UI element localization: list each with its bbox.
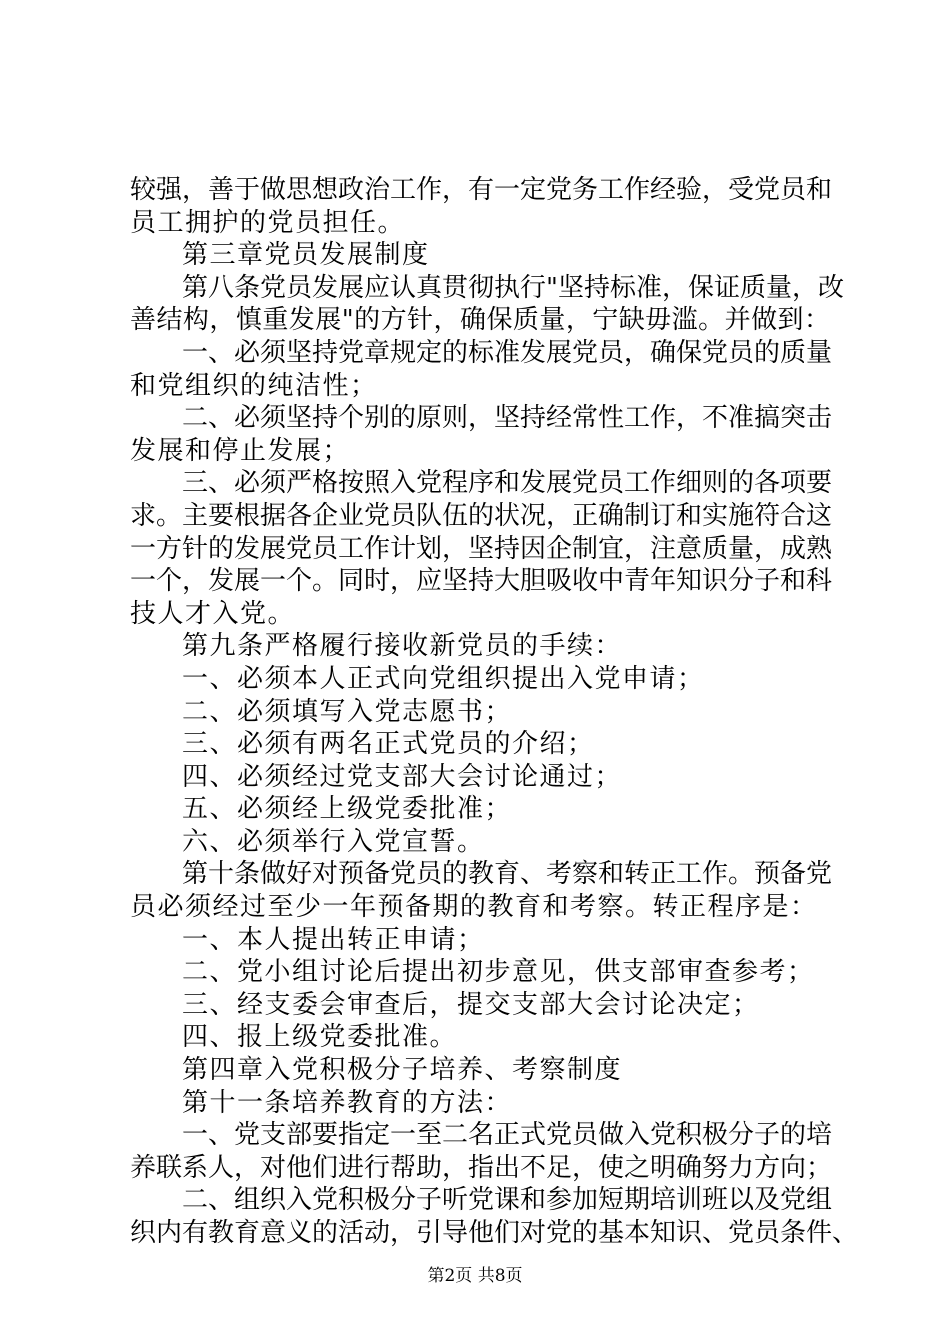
text-line: 二、必须填写入党志愿书；	[182, 696, 513, 727]
text-line: 二、组织入党积极分子听党课和参加短期培训班以及党组	[182, 1185, 833, 1216]
text-line: 一、必须本人正式向党组织提出入党申请；	[182, 663, 705, 694]
text-line: 求。主要根据各企业党员队伍的状况，正确制订和实施符合这	[130, 500, 833, 531]
text-line: 和党组织的纯洁性；	[130, 370, 378, 401]
text-line: 第十一条培养教育的方法：	[182, 1087, 513, 1118]
text-line: 一、本人提出转正申请；	[182, 924, 485, 955]
text-line: 较强，善于做思想政治工作，有一定党务工作经验，受党员和	[130, 175, 833, 205]
text-line: 三、必须严格按照入党程序和发展党员工作细则的各项要	[182, 468, 833, 499]
text-line: 四、必须经过党支部大会讨论通过；	[182, 761, 623, 792]
text-line: 员工拥护的党员担任。	[130, 207, 406, 238]
text-line: 发展和停止发展；	[130, 435, 351, 466]
text-line: 第十条做好对预备党员的教育、考察和转正工作。预备党	[182, 859, 833, 890]
text-line: 第四章入党积极分子培养、考察制度	[182, 1055, 623, 1086]
text-line: 一方针的发展党员工作计划，坚持因企制宜，注意质量，成熟	[130, 533, 833, 564]
text-line: 四、报上级党委批准。	[182, 1022, 458, 1053]
text-line: 养联系人，对他们进行帮助，指出不足，使之明确努力方向；	[130, 1152, 833, 1183]
document-body	[130, 174, 859, 1250]
text-line: 五、必须经上级党委批准；	[182, 794, 513, 825]
text-line: 第九条严格履行接收新党员的手续：	[182, 631, 623, 662]
text-line: 第八条党员发展应认真贯彻执行"坚持标准，保证质量，改	[182, 272, 844, 303]
text-line: 三、经支委会审查后，提交支部大会讨论决定；	[182, 989, 760, 1020]
text-line: 一、必须坚持党章规定的标准发展党员，确保党员的质量	[182, 337, 833, 368]
text-line: 员必须经过至少一年预备期的教育和考察。转正程序是：	[130, 892, 818, 923]
text-line: 善结构，慎重发展"的方针，确保质量，宁缺毋滥。并做到：	[130, 305, 830, 336]
text-line: 技人才入党。	[130, 598, 296, 629]
text-line: 二、必须坚持个别的原则，坚持经常性工作，不准搞突击	[182, 403, 833, 434]
text-line: 一个，发展一个。同时，应坚持大胆吸收中青年知识分子和科	[130, 566, 833, 597]
text-line: 一、党支部要指定一至二名正式党员做入党积极分子的培	[182, 1120, 833, 1151]
text-line: 二、党小组讨论后提出初步意见，供支部审查参考；	[182, 957, 815, 988]
text-line: 六、必须举行入党宣誓。	[182, 826, 485, 857]
text-line: 织内有教育意义的活动，引导他们对党的基本知识、党员条件、	[130, 1218, 859, 1248]
page-footer: 第2页 共8页	[427, 1266, 523, 1286]
text-line: 第三章党员发展制度	[182, 240, 430, 271]
text-line: 三、必须有两名正式党员的介绍；	[182, 729, 595, 760]
